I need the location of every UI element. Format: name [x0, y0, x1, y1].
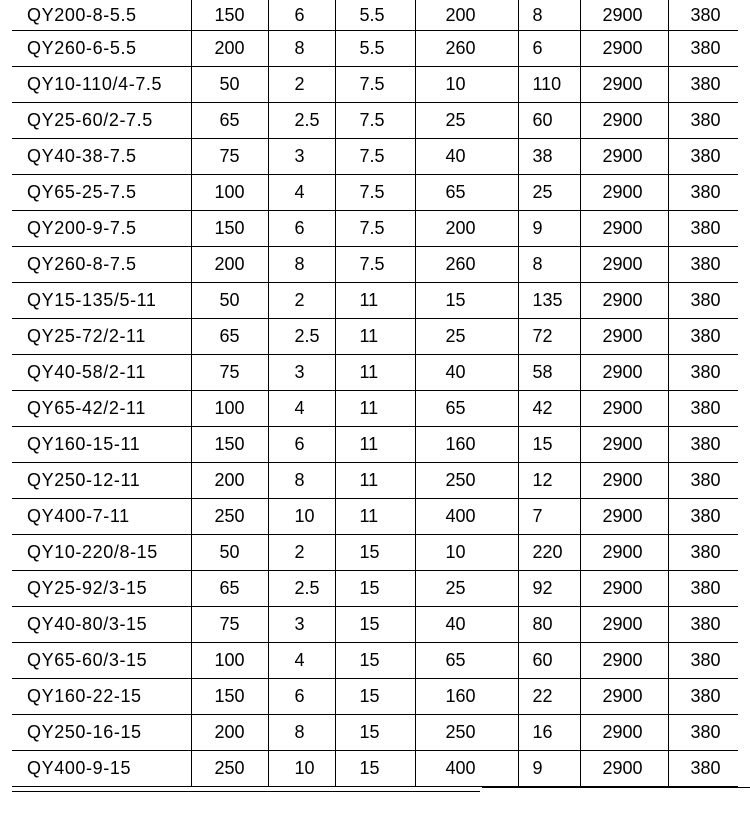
col-8-cell: 380 [668, 211, 738, 247]
col-8-cell: 380 [668, 103, 738, 139]
col-3-cell: 3 [268, 355, 335, 391]
col-4-cell: 7.5 [335, 67, 415, 103]
col-3-cell: 8 [268, 715, 335, 751]
col-6-cell: 22 [518, 679, 580, 715]
table-row [12, 427, 738, 463]
table-row [12, 247, 738, 283]
table-row [12, 139, 738, 175]
col-3-cell: 8 [268, 463, 335, 499]
col-2-cell: 200 [191, 463, 268, 499]
model-cell: QY400-7-11 [12, 499, 191, 535]
col-4-cell: 15 [335, 715, 415, 751]
col-8-cell: 380 [668, 751, 738, 787]
col-7-cell: 2900 [580, 391, 668, 427]
col-4-cell: 15 [335, 679, 415, 715]
col-4-cell: 11 [335, 499, 415, 535]
col-8-cell: 380 [668, 247, 738, 283]
table-row [12, 319, 738, 355]
col-5-cell: 400 [415, 499, 518, 535]
col-8-cell: 380 [668, 31, 738, 67]
col-6-cell: 42 [518, 391, 580, 427]
col-3-cell: 2.5 [268, 103, 335, 139]
model-cell: QY40-80/3-15 [12, 607, 191, 643]
model-cell: QY200-8-5.5 [12, 0, 191, 31]
table-row [12, 67, 738, 103]
col-3-cell: 8 [268, 247, 335, 283]
col-7-cell: 2900 [580, 535, 668, 571]
col-4-cell: 11 [335, 463, 415, 499]
col-6-cell: 92 [518, 571, 580, 607]
model-cell: QY200-9-7.5 [12, 211, 191, 247]
col-8-cell: 380 [668, 283, 738, 319]
col-4-cell: 7.5 [335, 103, 415, 139]
col-8-cell: 380 [668, 427, 738, 463]
model-cell: QY40-58/2-11 [12, 355, 191, 391]
col-6-cell: 60 [518, 103, 580, 139]
col-7-cell: 2900 [580, 355, 668, 391]
col-7-cell: 2900 [580, 283, 668, 319]
model-cell: QY260-8-7.5 [12, 247, 191, 283]
col-3-cell: 6 [268, 211, 335, 247]
col-2-cell: 100 [191, 391, 268, 427]
col-8-cell: 380 [668, 679, 738, 715]
col-3-cell: 10 [268, 751, 335, 787]
col-6-cell: 6 [518, 31, 580, 67]
table-row [12, 175, 738, 211]
col-5-cell: 25 [415, 571, 518, 607]
col-2-cell: 150 [191, 679, 268, 715]
col-2-cell: 100 [191, 643, 268, 679]
col-3-cell: 4 [268, 643, 335, 679]
col-5-cell: 40 [415, 139, 518, 175]
col-8-cell: 380 [668, 319, 738, 355]
col-3-cell: 6 [268, 679, 335, 715]
col-3-cell: 2.5 [268, 319, 335, 355]
col-3-cell: 6 [268, 427, 335, 463]
table-row [12, 31, 738, 67]
table-row [12, 0, 738, 31]
col-2-cell: 150 [191, 211, 268, 247]
table-row [12, 463, 738, 499]
col-4-cell: 7.5 [335, 175, 415, 211]
col-4-cell: 7.5 [335, 247, 415, 283]
col-5-cell: 65 [415, 391, 518, 427]
pump-spec-table [12, 0, 738, 787]
table-row [12, 751, 738, 787]
model-cell: QY25-60/2-7.5 [12, 103, 191, 139]
col-8-cell: 380 [668, 499, 738, 535]
col-7-cell: 2900 [580, 67, 668, 103]
model-cell: QY25-72/2-11 [12, 319, 191, 355]
col-6-cell: 8 [518, 247, 580, 283]
col-8-cell: 380 [668, 463, 738, 499]
model-cell: QY65-60/3-15 [12, 643, 191, 679]
col-5-cell: 200 [415, 211, 518, 247]
table-row [12, 715, 738, 751]
col-7-cell: 2900 [580, 571, 668, 607]
col-8-cell: 380 [668, 0, 738, 31]
model-cell: QY400-9-15 [12, 751, 191, 787]
col-6-cell: 58 [518, 355, 580, 391]
table-body [12, 0, 738, 787]
col-5-cell: 10 [415, 535, 518, 571]
model-cell: QY250-12-11 [12, 463, 191, 499]
col-8-cell: 380 [668, 571, 738, 607]
col-5-cell: 250 [415, 715, 518, 751]
col-7-cell: 2900 [580, 319, 668, 355]
col-4-cell: 15 [335, 751, 415, 787]
col-7-cell: 2900 [580, 211, 668, 247]
col-3-cell: 2 [268, 283, 335, 319]
col-4-cell: 7.5 [335, 211, 415, 247]
col-2-cell: 50 [191, 283, 268, 319]
col-8-cell: 380 [668, 607, 738, 643]
model-cell: QY25-92/3-15 [12, 571, 191, 607]
col-3-cell: 2 [268, 535, 335, 571]
col-4-cell: 15 [335, 643, 415, 679]
col-4-cell: 7.5 [335, 139, 415, 175]
col-6-cell: 60 [518, 643, 580, 679]
model-cell: QY10-220/8-15 [12, 535, 191, 571]
col-8-cell: 380 [668, 643, 738, 679]
col-4-cell: 15 [335, 535, 415, 571]
col-6-cell: 9 [518, 211, 580, 247]
col-6-cell: 220 [518, 535, 580, 571]
col-6-cell: 7 [518, 499, 580, 535]
col-5-cell: 65 [415, 643, 518, 679]
col-8-cell: 380 [668, 175, 738, 211]
col-5-cell: 260 [415, 31, 518, 67]
col-3-cell: 3 [268, 607, 335, 643]
col-6-cell: 72 [518, 319, 580, 355]
col-4-cell: 15 [335, 607, 415, 643]
col-7-cell: 2900 [580, 679, 668, 715]
col-8-cell: 380 [668, 67, 738, 103]
table-row [12, 643, 738, 679]
col-3-cell: 6 [268, 0, 335, 31]
col-2-cell: 75 [191, 607, 268, 643]
table-row [12, 607, 738, 643]
col-6-cell: 110 [518, 67, 580, 103]
col-2-cell: 200 [191, 31, 268, 67]
col-5-cell: 160 [415, 679, 518, 715]
col-5-cell: 25 [415, 319, 518, 355]
col-7-cell: 2900 [580, 607, 668, 643]
col-6-cell: 12 [518, 463, 580, 499]
table-row [12, 571, 738, 607]
col-6-cell: 80 [518, 607, 580, 643]
model-cell: QY160-15-11 [12, 427, 191, 463]
col-3-cell: 4 [268, 175, 335, 211]
col-2-cell: 250 [191, 499, 268, 535]
col-5-cell: 200 [415, 0, 518, 31]
col-2-cell: 65 [191, 319, 268, 355]
bottom-rule-offset [482, 787, 750, 788]
col-6-cell: 16 [518, 715, 580, 751]
col-5-cell: 250 [415, 463, 518, 499]
table-row [12, 103, 738, 139]
col-6-cell: 38 [518, 139, 580, 175]
col-6-cell: 135 [518, 283, 580, 319]
col-5-cell: 160 [415, 427, 518, 463]
model-cell: QY250-16-15 [12, 715, 191, 751]
model-cell: QY65-42/2-11 [12, 391, 191, 427]
col-7-cell: 2900 [580, 499, 668, 535]
col-8-cell: 380 [668, 139, 738, 175]
col-6-cell: 9 [518, 751, 580, 787]
model-cell: QY260-6-5.5 [12, 31, 191, 67]
col-6-cell: 15 [518, 427, 580, 463]
col-5-cell: 40 [415, 607, 518, 643]
col-3-cell: 4 [268, 391, 335, 427]
col-5-cell: 65 [415, 175, 518, 211]
col-5-cell: 260 [415, 247, 518, 283]
col-7-cell: 2900 [580, 247, 668, 283]
col-3-cell: 10 [268, 499, 335, 535]
col-8-cell: 380 [668, 391, 738, 427]
col-4-cell: 11 [335, 355, 415, 391]
col-7-cell: 2900 [580, 427, 668, 463]
col-2-cell: 150 [191, 0, 268, 31]
col-2-cell: 250 [191, 751, 268, 787]
col-7-cell: 2900 [580, 715, 668, 751]
col-2-cell: 200 [191, 247, 268, 283]
table-row [12, 391, 738, 427]
col-5-cell: 15 [415, 283, 518, 319]
col-2-cell: 65 [191, 571, 268, 607]
col-4-cell: 11 [335, 427, 415, 463]
col-7-cell: 2900 [580, 31, 668, 67]
col-8-cell: 380 [668, 355, 738, 391]
col-7-cell: 2900 [580, 463, 668, 499]
col-4-cell: 11 [335, 319, 415, 355]
col-2-cell: 65 [191, 103, 268, 139]
col-7-cell: 2900 [580, 139, 668, 175]
col-7-cell: 2900 [580, 0, 668, 31]
model-cell: QY10-110/4-7.5 [12, 67, 191, 103]
table-row [12, 499, 738, 535]
model-cell: QY160-22-15 [12, 679, 191, 715]
model-cell: QY15-135/5-11 [12, 283, 191, 319]
col-4-cell: 5.5 [335, 31, 415, 67]
col-7-cell: 2900 [580, 103, 668, 139]
table-row [12, 283, 738, 319]
col-8-cell: 380 [668, 535, 738, 571]
col-7-cell: 2900 [580, 175, 668, 211]
col-3-cell: 8 [268, 31, 335, 67]
col-3-cell: 3 [268, 139, 335, 175]
col-3-cell: 2 [268, 67, 335, 103]
col-2-cell: 50 [191, 535, 268, 571]
col-8-cell: 380 [668, 715, 738, 751]
model-cell: QY65-25-7.5 [12, 175, 191, 211]
col-5-cell: 400 [415, 751, 518, 787]
col-4-cell: 11 [335, 391, 415, 427]
col-2-cell: 75 [191, 139, 268, 175]
table-row [12, 679, 738, 715]
table-row [12, 355, 738, 391]
table-row [12, 211, 738, 247]
col-4-cell: 11 [335, 283, 415, 319]
col-5-cell: 10 [415, 67, 518, 103]
model-cell: QY40-38-7.5 [12, 139, 191, 175]
col-7-cell: 2900 [580, 751, 668, 787]
col-5-cell: 40 [415, 355, 518, 391]
col-6-cell: 8 [518, 0, 580, 31]
table-row [12, 535, 738, 571]
col-5-cell: 25 [415, 103, 518, 139]
bottom-rule [12, 791, 480, 792]
col-2-cell: 50 [191, 67, 268, 103]
col-2-cell: 75 [191, 355, 268, 391]
col-2-cell: 150 [191, 427, 268, 463]
col-3-cell: 2.5 [268, 571, 335, 607]
col-4-cell: 15 [335, 571, 415, 607]
col-2-cell: 100 [191, 175, 268, 211]
col-4-cell: 5.5 [335, 0, 415, 31]
col-6-cell: 25 [518, 175, 580, 211]
col-2-cell: 200 [191, 715, 268, 751]
col-7-cell: 2900 [580, 643, 668, 679]
